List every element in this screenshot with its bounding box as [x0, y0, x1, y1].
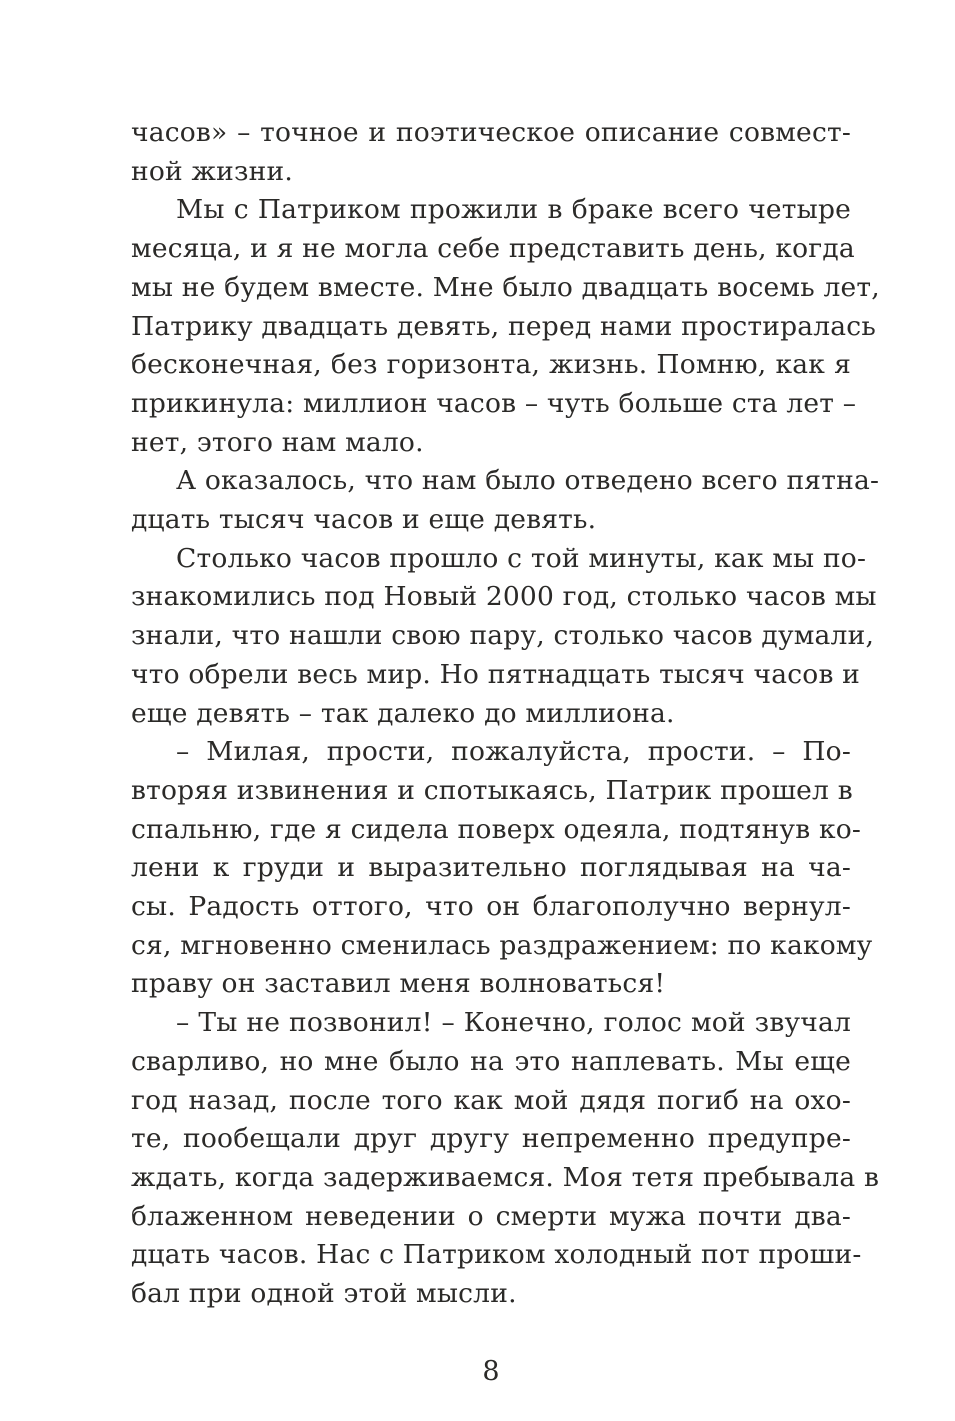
text-line: А оказалось, что нам было отведено всего пятна- [176, 465, 880, 497]
text-line: ждать, когда задерживаемся. Моя тетя пребывала в [131, 1161, 880, 1193]
text-line: знакомились под Новый 2000 год, столько часов мы [131, 581, 877, 613]
text-line: знали, что нашли свою пару, столько часов думали, [131, 620, 875, 652]
text-line: дцать часов. Нас с Патриком холодный пот проши- [131, 1239, 862, 1271]
text-line: еще девять – так далеко до миллиона. [131, 697, 675, 729]
text-line: год назад, после того как мой дядя погиб на охо- [131, 1084, 851, 1116]
text-line: дцать тысяч часов и еще девять. [131, 504, 597, 536]
text-line: лени к груди и выразительно поглядывая на ча- [131, 852, 851, 884]
text-line: Патрику двадцать девять, перед нами простиралась [131, 310, 876, 342]
page-text [131, 114, 880, 1314]
text-line: блаженном неведении о смерти мужа почти два- [131, 1200, 851, 1232]
text-line: бесконечная, без горизонта, жизнь. Помню, как я [131, 349, 851, 381]
text-line: спальню, где я сидела поверх одеяла, подтянув ко- [131, 813, 862, 845]
text-line: нет, этого нам мало. [131, 426, 424, 458]
text-line: сы. Радость оттого, что он благополучно вернул- [131, 891, 851, 923]
text-line: прикинула: миллион часов – чуть больше ста лет – [131, 387, 857, 419]
text-line: сварливо, но мне было на это наплевать. Мы еще [131, 1045, 851, 1077]
text-line: ной жизни. [131, 155, 293, 187]
text-line: вторяя извинения и спотыкаясь, Патрик прошел в [131, 774, 853, 806]
text-line: мы не будем вместе. Мне было двадцать восемь лет, [131, 271, 880, 303]
text-line: – Милая, прости, пожалуйста, прости. – По- [176, 736, 851, 768]
text-line: те, пообещали друг другу непременно предупре- [131, 1123, 851, 1155]
text-line: часов» – точное и поэтическое описание совмест- [131, 117, 851, 148]
text-line: Мы с Патриком прожили в браке всего четыре [176, 194, 851, 226]
text-line: месяца, и я не могла себе представить день, когда [131, 233, 855, 265]
text-line: – Ты не позвонил! – Конечно, голос мой звучал [176, 1007, 851, 1039]
text-line: что обрели весь мир. Но пятнадцать тысяч часов и [131, 658, 861, 690]
page-number: 8 [482, 1356, 500, 1387]
text-line: бал при одной этой мысли. [131, 1278, 517, 1310]
text-line: Столько часов прошло с той минуты, как мы по- [176, 542, 867, 574]
text-line: ся, мгновенно сменилась раздражением: по какому [131, 929, 873, 961]
text-line: праву он заставил меня волноваться! [131, 968, 666, 1000]
